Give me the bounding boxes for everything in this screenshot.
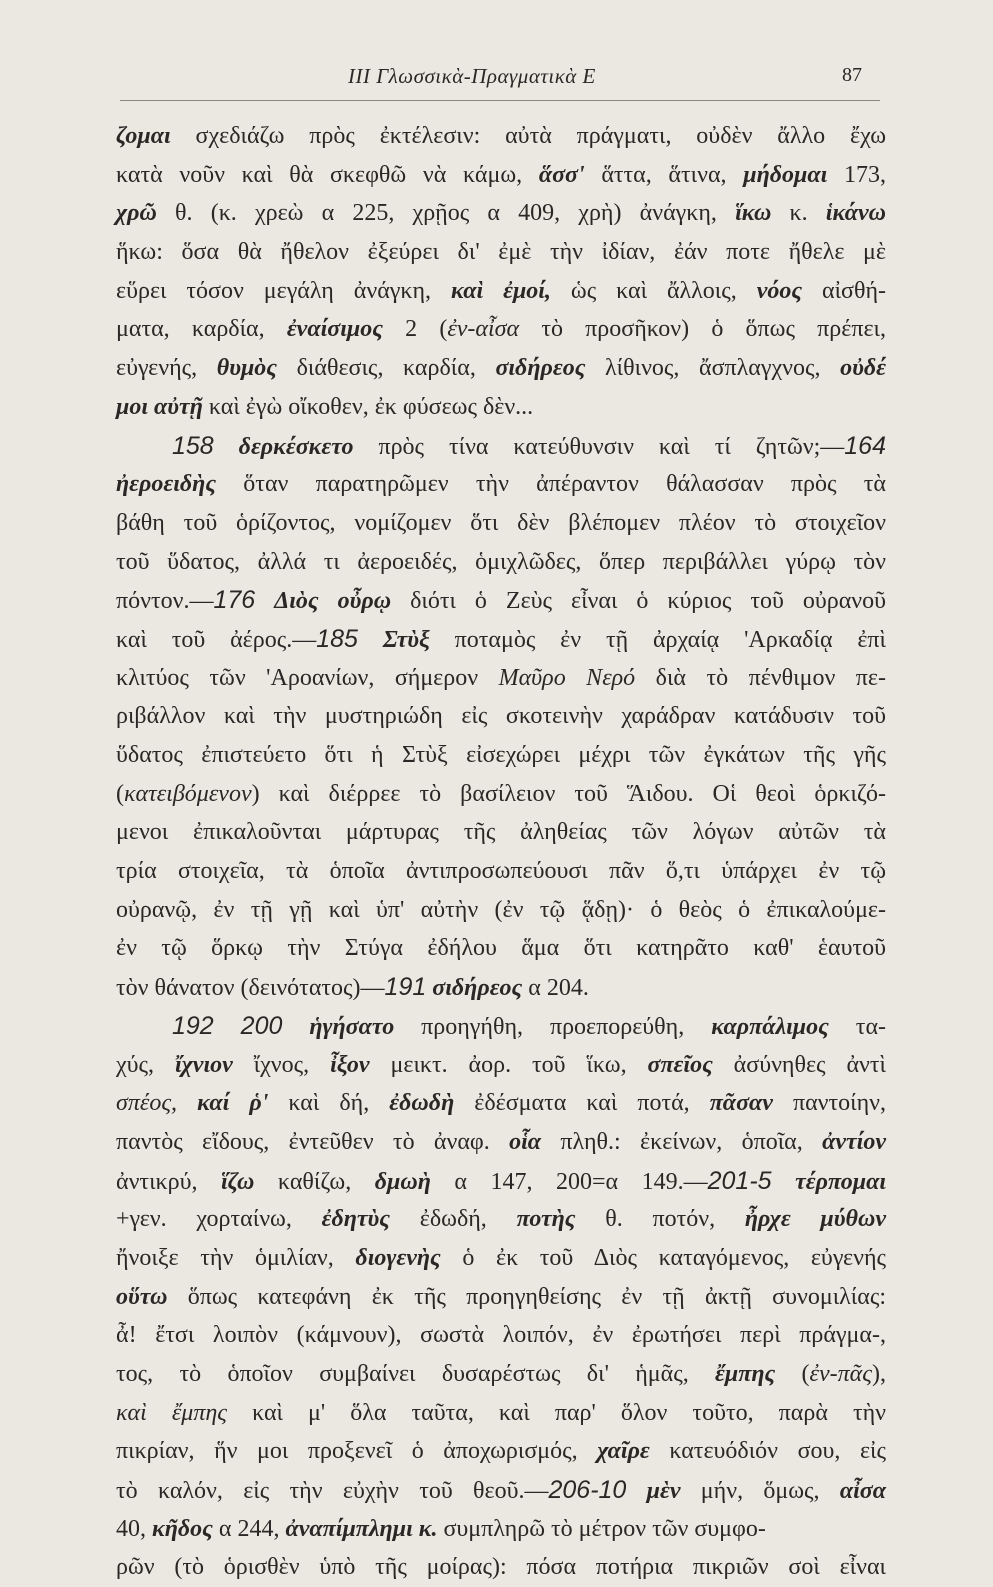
text-line <box>116 1471 886 1510</box>
text-segment: καὶ τοῦ ἀέρος.— <box>116 626 317 653</box>
text-segment <box>214 434 239 460</box>
verse-number: 200 <box>240 1011 283 1040</box>
text-line <box>116 697 886 736</box>
text-segment: ( <box>775 1361 810 1387</box>
verse-number: 164 <box>844 431 886 460</box>
text-segment: προηγήθη, προεπορεύθη, <box>394 1013 712 1040</box>
lemma: σιδήρεος <box>432 975 523 1002</box>
text-segment: +γεν. χορταίνω, <box>116 1206 322 1233</box>
lemma: Διὸς οὖρῳ <box>274 588 392 615</box>
text-segment: καθίζω, <box>254 1168 375 1195</box>
running-title: III Γλωσσικὰ-Πραγματικὰ Ε <box>348 64 596 88</box>
header-rule <box>120 100 880 101</box>
lemma: καὶ ἔμπης <box>116 1399 228 1426</box>
text-segment: α 204. <box>522 975 589 1002</box>
lemma: σπεῖος <box>647 1051 713 1078</box>
lemma: χρῶ <box>116 200 157 227</box>
text-line <box>116 659 886 698</box>
text-line <box>116 891 886 930</box>
text-segment: ), <box>872 1361 886 1387</box>
lemma: ἐναίσιμος <box>286 316 383 343</box>
lemma: ἠεροειδὴς <box>116 471 217 498</box>
text-segment: ἅττα, ἅτινα, <box>584 161 744 188</box>
text-segment: ὕδατος ἐπιστεύετο ὅτι ἡ Στὺξ εἰσεχώρει μέχρι τῶν ἐγκάτων τῆς γῆς <box>116 742 886 768</box>
lemma: αἶσα <box>839 1478 887 1505</box>
text-line <box>116 852 886 891</box>
text-segment: κατευόδιόν σου, εἰς <box>649 1438 886 1465</box>
text-line <box>116 1510 886 1549</box>
text-segment: διότι ὁ Ζεὺς εἶναι ὁ κύριος τοῦ οὐρανοῦ <box>391 588 887 615</box>
text-line <box>116 1046 886 1085</box>
lemma: οὕτω <box>116 1283 168 1310</box>
text-segment: ἐδέσματα καὶ ποτά, <box>454 1090 710 1117</box>
lemma: μοι αὐτῇ <box>116 393 203 420</box>
lemma: Μαῦρο Νερό <box>498 664 636 691</box>
text-line <box>116 1355 886 1394</box>
lemma: καὶ ἐμοί, <box>450 277 551 304</box>
verse-number: 176 <box>213 586 256 615</box>
text-segment: πόντον.— <box>116 588 214 615</box>
text-line <box>116 504 886 543</box>
text-segment: α 244, <box>212 1515 286 1542</box>
text-segment: εὕρει τόσον μεγάλη ἀνάγκη, <box>116 277 451 304</box>
text-segment: θ. ποτόν, <box>575 1206 745 1233</box>
text-line <box>116 349 886 388</box>
verse-number: 201-5 <box>707 1166 772 1195</box>
text-segment: τὸν θάνατον (δεινότατος)— <box>116 975 385 1002</box>
text-segment: ἀσύνηθες ἀντὶ <box>712 1051 886 1078</box>
page-header <box>120 64 880 104</box>
text-line <box>116 194 886 233</box>
lemma: οἷα <box>509 1128 542 1155</box>
text-line <box>116 620 886 659</box>
text-line <box>116 156 886 195</box>
lemma: ἵζω <box>221 1168 255 1195</box>
lemma: χαῖρε <box>597 1438 650 1465</box>
lemma: δερκέσκετο <box>238 433 354 460</box>
text-line <box>116 775 886 814</box>
verse-number: 206-10 <box>548 1476 627 1505</box>
text-segment: παντὸς εἴδους, ἐντεῦθεν τὸ ἀναφ. <box>116 1128 510 1155</box>
lemma: θυμὸς <box>216 355 278 382</box>
lemma: ἱκάνω <box>825 200 887 227</box>
text-segment: ὅπως κατεφάνη ἐκ τῆς προηγηθείσης ἐν τῇ ἀκτῇ συνομιλίας: <box>167 1283 886 1310</box>
text-segment <box>358 627 383 653</box>
lemma: ἅσσ' <box>538 161 585 188</box>
lemma: Στὺξ <box>382 626 430 653</box>
lemma: ἀναπίμπλημι <box>285 1515 413 1542</box>
text-line <box>116 310 886 349</box>
lemma: μὲν <box>646 1478 681 1505</box>
text-segment: ὁ ἐκ τοῦ Διὸς καταγόμενος, εὐγενής <box>440 1244 886 1271</box>
text-line <box>116 813 886 852</box>
lemma: οὐδέ <box>840 355 886 382</box>
text-segment: λίθινος, ἄσπλαγχνος, <box>585 355 841 382</box>
verse-number: 158 <box>172 431 214 460</box>
text-segment <box>772 1169 796 1195</box>
text-segment: διάθεσις, καρδία, <box>277 355 496 382</box>
lemma: πᾶσαν <box>709 1090 773 1117</box>
text-segment: αἰσθή- <box>802 277 886 304</box>
text-line <box>116 543 886 582</box>
text-segment: ἥκω: ὅσα θὰ ἤθελον ἐξεύρει δι' ἐμὲ τὴν ἰδίαν, ἐάν ποτε ἤθελε μὲ <box>116 239 886 266</box>
text-line <box>116 1278 886 1317</box>
text-segment: συμπληρῶ τὸ μέτρον τῶν συμφο- <box>437 1515 766 1542</box>
text-segment: ὡς καὶ ἄλλοις, <box>550 277 757 304</box>
lemma: ἐδητὺς <box>321 1206 391 1233</box>
text-segment: ἤνοιξε τὴν ὁμιλίαν, <box>116 1244 356 1271</box>
text-segment: τοῦ ὕδατος, ἀλλά τι ἀεροειδές, ὁμιχλῶδες, ὅπερ περιβάλλει γύρῳ τὸν <box>116 548 886 575</box>
lemma: ζομαι <box>116 123 171 149</box>
text-segment: ( <box>116 780 124 807</box>
text-line <box>116 427 886 466</box>
text-segment: ὅταν παρατηρῶμεν τὴν ἀπέραντον θάλασσαν πρὸς τὰ <box>216 471 886 498</box>
text-segment: καὶ ἐγὼ οἴκοθεν, ἐκ φύσεως δὲν... <box>202 393 534 420</box>
text-segment: τὸ προσῆκον) ὁ ὅπως πρέπει, <box>519 316 886 343</box>
text-line <box>116 465 886 504</box>
verse-number: 192 <box>172 1011 214 1040</box>
text-segment: α 147, 200=α 149.— <box>430 1168 708 1195</box>
text-segment: ματα, καρδία, <box>116 316 287 343</box>
text-segment <box>282 1014 309 1040</box>
lemma: μήδομαι <box>743 161 828 188</box>
lemma: ἔμπης <box>715 1361 776 1387</box>
text-segment: τὸ καλόν, εἰς τὴν εὐχὴν τοῦ θεοῦ.— <box>116 1478 549 1505</box>
lemma: δμωὴ <box>374 1168 431 1195</box>
text-segment: 173, <box>827 161 887 188</box>
text-line <box>116 117 886 156</box>
text-line <box>116 1239 886 1278</box>
text-segment <box>255 588 274 614</box>
text-segment: χύς, <box>116 1051 175 1078</box>
text-segment: εὐγενής, <box>116 355 217 382</box>
lemma: ἴχνιον <box>174 1051 233 1078</box>
text-segment: ἀντικρύ, <box>116 1168 221 1195</box>
lemma: διογενὴς <box>355 1244 441 1271</box>
lemma: ποτὴς <box>516 1206 576 1233</box>
text-segment: καὶ μ' ὅλα ταῦτα, καὶ παρ' ὅλον τοῦτο, παρὰ τὴν <box>227 1399 886 1426</box>
lemma: κατειβόμενον <box>124 780 252 807</box>
text-segment: ρῶν (τὸ ὁρισθὲν ὑπὸ τῆς μοίρας): πόσα ποτήρια πικριῶν σοὶ εἶναι <box>116 1554 886 1581</box>
lemma: ἡγήσατο <box>309 1013 395 1040</box>
text-segment: πρὸς τίνα κατεύθυνσιν καὶ τί ζητῶν;— <box>353 433 845 460</box>
text-segment: ἐν τῷ ὅρκῳ τὴν Στύγα ἐδήλου ἅμα ὅτι κατηρᾶτο καθ' ἑαυτοῦ <box>116 935 886 962</box>
text-segment: ποταμὸς ἐν τῇ ἀρχαίᾳ 'Αρκαδίᾳ ἐπὶ <box>429 626 887 653</box>
lemma: κῆδος <box>152 1515 213 1542</box>
text-segment: μεικτ. ἀορ. τοῦ ἵκω, <box>369 1051 648 1078</box>
text-segment: 40, <box>116 1515 152 1542</box>
lemma: κ. <box>418 1515 438 1542</box>
text-line <box>116 272 886 311</box>
text-segment: κ. <box>771 200 826 227</box>
commentary-text <box>116 117 886 1587</box>
text-segment: διὰ τὸ πένθιμον πε- <box>635 664 886 691</box>
text-segment: τα- <box>828 1013 887 1040</box>
text-segment: ἴχνος, <box>232 1051 331 1078</box>
text-segment: καὶ δή, <box>268 1090 390 1117</box>
lemma: ἐν-αἶσα <box>447 316 520 343</box>
text-segment: κλιτύος τῶν 'Αροανίων, σήμερον <box>116 664 499 691</box>
text-line <box>116 1394 886 1433</box>
text-segment: ριβάλλον καὶ τὴν μυστηριώδη εἰς σκοτεινὴν χαράδραν κατάδυσιν τοῦ <box>116 703 886 730</box>
text-segment: μενοι ἐπικαλοῦνται μάρτυρας τῆς ἀληθείας τῶν λόγων αὐτῶν τὰ <box>116 819 886 846</box>
lemma: σπέος, <box>116 1090 178 1117</box>
lemma: ἦρχε μύθων <box>744 1206 886 1233</box>
text-segment: σχεδιάζω πρὸς ἐκτέλεσιν: αὐτὰ πράγματι, οὐδὲν ἄλλο ἔχω <box>170 123 886 149</box>
text-line <box>116 1316 886 1355</box>
lemma: ἀντίον <box>822 1128 886 1155</box>
lemma: καί ῥ' <box>197 1090 269 1117</box>
text-line <box>116 929 886 968</box>
text-segment <box>214 1014 241 1040</box>
text-segment: πληθ.: ἐκείνων, ὁποῖα, <box>541 1128 823 1155</box>
lemma: καρπάλιμος <box>711 1013 829 1040</box>
text-segment: οὐρανῷ, ἐν τῇ γῇ καὶ ὑπ' αὐτὴν (ἐν τῷ ᾅδῃ)· ὁ θεὸς ὁ ἐπικαλούμε- <box>116 896 886 923</box>
text-line <box>116 1200 886 1239</box>
text-line <box>116 1162 886 1201</box>
lemma: σιδήρεος <box>495 355 586 382</box>
text-segment: τρία στοιχεῖα, τὰ ὁποῖα ἀντιπροσωπεύουσι πᾶν ὅ,τι ὑπάρχει ἐν τῷ <box>116 858 886 885</box>
text-segment: παντοίην, <box>772 1090 887 1117</box>
text-segment <box>177 1090 197 1116</box>
lemma: ἵκω <box>735 200 772 227</box>
lemma: ἐδωδὴ <box>389 1090 455 1117</box>
text-segment: μήν, ὅμως, <box>680 1478 840 1505</box>
lemma: νόος <box>756 277 803 304</box>
text-segment: θ. (κ. χρεὼ α 225, χρῇος α 409, χρὴ) ἀνάγκη, <box>156 200 736 227</box>
verse-number: 191 <box>384 973 427 1002</box>
text-line <box>116 736 886 775</box>
text-segment: πικρίαν, ἥν μοι προξενεῖ ὁ ἀποχωρισμός, <box>116 1438 598 1465</box>
text-segment: ) καὶ διέρρεε τὸ βασίλειον τοῦ Ἅιδου. Οἱ θεοὶ ὁρκιζό- <box>251 780 886 807</box>
text-line <box>116 233 886 272</box>
text-line <box>116 581 886 620</box>
text-line <box>116 388 886 427</box>
text-line <box>116 1084 886 1123</box>
lemma: τέρπομαι <box>795 1168 887 1195</box>
text-segment: ἆ! ἔτσι λοιπὸν (κάμνουν), σωστὰ λοιπόν, ἐν ἐρωτήσει περὶ πράγμα-, <box>116 1322 886 1349</box>
verse-number: 185 <box>316 624 358 653</box>
page-number: 87 <box>842 64 862 86</box>
text-segment: 2 ( <box>382 316 448 343</box>
text-segment: τος, τὸ ὁποῖον συμβαίνει δυσαρέστως δι' ἡμᾶς, <box>116 1361 716 1387</box>
text-line <box>116 968 886 1007</box>
text-segment <box>626 1478 646 1504</box>
text-segment: βάθη τοῦ ὁρίζοντος, νομίζομεν ὅτι δὲν βλέπομεν πλέον τὸ στοιχεῖον <box>116 509 886 536</box>
lemma: ἶξον <box>330 1051 370 1078</box>
lemma: ἐν-πᾶς <box>809 1361 872 1387</box>
text-line <box>116 1123 886 1162</box>
text-line <box>116 1007 886 1046</box>
text-line <box>116 1432 886 1471</box>
text-line <box>116 1548 886 1587</box>
text-segment: κατὰ νοῦν καὶ θὰ σκεφθῶ νὰ κάμω, <box>116 161 539 188</box>
text-segment: ἐδωδή, <box>390 1206 517 1233</box>
